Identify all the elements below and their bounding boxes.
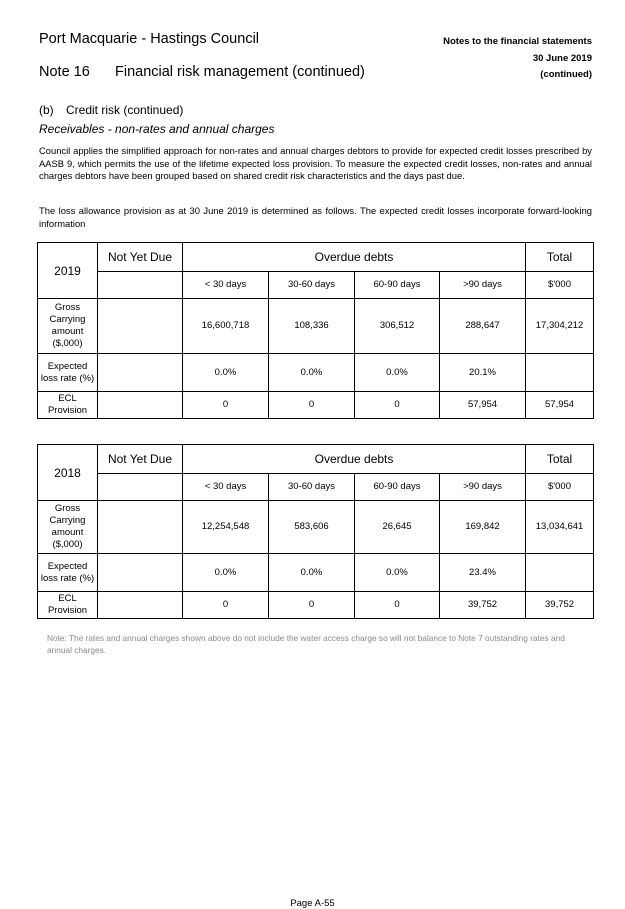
table-cell: 169,842 (440, 501, 526, 554)
table-cell: 23.4% (440, 554, 526, 592)
column-header: $'000 (526, 474, 594, 501)
table-row (38, 592, 594, 619)
not-yet-due-header: Not Yet Due (98, 445, 183, 474)
table-cell: 0.0% (183, 354, 269, 392)
table-cell (98, 354, 183, 392)
page-number: Page A-55 (290, 898, 335, 909)
section-label: (b) (39, 103, 54, 117)
table-cell: 0 (355, 592, 440, 619)
table-cell: 0.0% (355, 554, 440, 592)
table-cell: 0 (269, 392, 355, 419)
table-year: 2018 (38, 445, 98, 501)
paragraph-approach: Council applies the simplified approach for non-rates and annual charges debtors to provide for expected credit losses prescribed by AASB 9, which permits the use of the lifetime expected loss provision. To measure the expected credit losses, non-rates and annual charges debtors have been grouped based on shared credit risk characteristics and the days past due. (39, 145, 592, 182)
note-number: Note 16 (39, 64, 90, 80)
column-header: < 30 days (183, 474, 269, 501)
row-label: Gross Carrying amount ($,000) (38, 299, 98, 354)
table-cell: 0 (183, 592, 269, 619)
table-cell (526, 554, 594, 592)
table-cell: 0.0% (183, 554, 269, 592)
column-header: $'000 (526, 272, 594, 299)
total-header: Total (526, 243, 594, 272)
row-label: Expected loss rate (%) (38, 554, 98, 592)
total-header: Total (526, 445, 594, 474)
table-cell: 12,254,548 (183, 501, 269, 554)
column-header: < 30 days (183, 272, 269, 299)
table-cell: 306,512 (355, 299, 440, 354)
table-cell: 0.0% (269, 354, 355, 392)
table-cell (98, 501, 183, 554)
column-header: 30-60 days (269, 272, 355, 299)
section-subheading: Receivables - non-rates and annual charges (39, 122, 275, 136)
table-cell (98, 474, 183, 501)
column-header: >90 days (440, 272, 526, 299)
table-row (38, 392, 594, 419)
table-cell: 583,606 (269, 501, 355, 554)
table-cell: 57,954 (440, 392, 526, 419)
table-cell (98, 592, 183, 619)
overdue-header: Overdue debts (183, 243, 526, 272)
table-row (38, 299, 594, 354)
row-label: ECL Provision (38, 592, 98, 619)
table-cell: 0 (269, 592, 355, 619)
paragraph-provision: The loss allowance provision as at 30 June 2019 is determined as follows. The expected credit losses incorporate forward-looking information (39, 205, 592, 229)
table-cell: 57,954 (526, 392, 594, 419)
header-notes-label: Notes to the financial statements (443, 36, 592, 47)
column-header: >90 days (440, 474, 526, 501)
table-cell: 13,034,641 (526, 501, 594, 554)
table-row (38, 501, 594, 554)
table-cell: 39,752 (526, 592, 594, 619)
row-label: ECL Provision (38, 392, 98, 419)
table-cell (98, 299, 183, 354)
row-label: Gross Carrying amount ($,000) (38, 501, 98, 554)
table-cell (98, 554, 183, 592)
header-date: 30 June 2019 (532, 53, 592, 64)
footnote: Note: The rates and annual charges shown above do not include the water access charge so will not balance to Note 7 outstanding rates and annual charges. (47, 633, 565, 655)
table-cell: 39,752 (440, 592, 526, 619)
table-cell: 26,645 (355, 501, 440, 554)
column-header: 30-60 days (269, 474, 355, 501)
table-cell: 16,600,718 (183, 299, 269, 354)
note-title: Financial risk management (continued) (115, 64, 365, 80)
table-row (38, 354, 594, 392)
column-header: 60-90 days (355, 272, 440, 299)
table-cell: 0 (183, 392, 269, 419)
table-cell: 288,647 (440, 299, 526, 354)
row-label: Expected loss rate (%) (38, 354, 98, 392)
not-yet-due-header: Not Yet Due (98, 243, 183, 272)
section-title: Credit risk (continued) (66, 103, 184, 117)
column-header: 60-90 days (355, 474, 440, 501)
table-cell (98, 392, 183, 419)
table-cell: 108,336 (269, 299, 355, 354)
table-cell (98, 272, 183, 299)
table-row (38, 554, 594, 592)
header-continued: (continued) (540, 69, 592, 80)
table-cell: 20.1% (440, 354, 526, 392)
table-year: 2019 (38, 243, 98, 299)
table-cell: 0.0% (269, 554, 355, 592)
credit-loss-table-2019 (37, 242, 594, 419)
table-cell (526, 354, 594, 392)
table-cell: 17,304,212 (526, 299, 594, 354)
overdue-header: Overdue debts (183, 445, 526, 474)
credit-loss-table-2018 (37, 444, 594, 619)
council-name: Port Macquarie - Hastings Council (39, 31, 260, 47)
table-cell: 0 (355, 392, 440, 419)
table-cell: 0.0% (355, 354, 440, 392)
